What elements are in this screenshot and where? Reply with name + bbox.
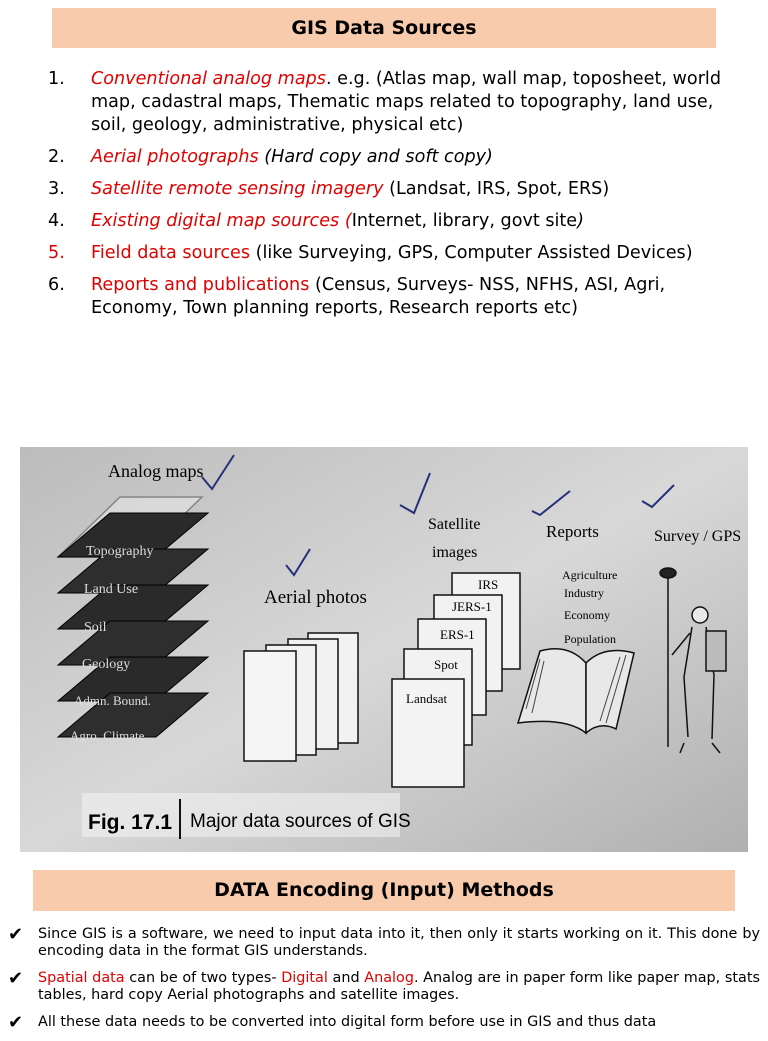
paren-open: ( bbox=[344, 211, 352, 231]
text-run: Since GIS is a software, we need to input data into it, then only it starts working on it. This done by encoding data in the format GIS understands. bbox=[38, 926, 760, 959]
text-run: All these data needs to be converted into digital form before use in GIS and thus data bbox=[38, 1014, 657, 1030]
satellite-title-line2: images bbox=[432, 544, 478, 561]
source-text: (Landsat, IRS, Spot, ERS) bbox=[383, 179, 610, 199]
method-text bbox=[38, 970, 760, 1004]
list-item bbox=[8, 926, 760, 960]
method-text bbox=[38, 926, 760, 960]
satellite-label: Landsat bbox=[406, 691, 448, 706]
gis-data-sources-figure bbox=[20, 447, 748, 852]
text-run: Spatial data bbox=[38, 970, 125, 986]
satellite-label: Spot bbox=[434, 657, 458, 672]
report-item: Agriculture bbox=[562, 568, 618, 582]
list-item bbox=[48, 274, 748, 320]
survey-title: Survey / GPS bbox=[654, 528, 742, 545]
satellite-label: JERS-1 bbox=[452, 599, 492, 614]
list-number: 4. bbox=[48, 211, 65, 231]
list-item bbox=[48, 68, 748, 137]
section-title-data-encoding: DATA Encoding (Input) Methods bbox=[33, 870, 735, 911]
satellite-label: ERS-1 bbox=[440, 627, 475, 642]
analog-layer-label: Admn. Bound. bbox=[74, 693, 151, 708]
text-run: Digital bbox=[281, 970, 328, 986]
text-run: Analog bbox=[364, 970, 414, 986]
list-item bbox=[48, 242, 748, 265]
list-item bbox=[48, 146, 748, 169]
source-highlight: Aerial photographs bbox=[91, 147, 259, 167]
paren-close: ) bbox=[577, 211, 585, 231]
text-run: . Analog are in paper form like paper map, stats tables, hard copy Aerial photographs and satellite images. bbox=[38, 970, 760, 1003]
report-item: Economy bbox=[564, 608, 610, 622]
report-item: Population bbox=[564, 632, 617, 646]
method-text bbox=[38, 1014, 760, 1031]
analog-layer-label: Agro. Climate bbox=[70, 728, 145, 743]
section-title-gis-data-sources: GIS Data Sources bbox=[52, 8, 716, 48]
source-highlight: Existing digital map sources bbox=[91, 211, 345, 231]
analog-layer-label: Land Use bbox=[84, 582, 139, 597]
list-item bbox=[8, 1014, 760, 1031]
source-text: (like Surveying, GPS, Computer Assisted Devices) bbox=[250, 243, 693, 263]
list-item bbox=[8, 970, 760, 1004]
source-highlight: Satellite remote sensing imagery bbox=[91, 179, 384, 199]
figure-number: Fig. 17.1 bbox=[88, 811, 173, 834]
figure-caption: Major data sources of GIS bbox=[190, 811, 411, 832]
analog-layer-label: Soil bbox=[84, 620, 107, 635]
satellite-label: IRS bbox=[478, 577, 499, 592]
source-highlight: Conventional analog maps bbox=[91, 69, 326, 89]
reports-title: Reports bbox=[546, 522, 599, 541]
satellite-title-line1: Satellite bbox=[428, 516, 481, 533]
source-highlight: Field data sources bbox=[91, 243, 251, 263]
report-item: Industry bbox=[564, 586, 604, 600]
source-text: (Hard copy and soft copy) bbox=[258, 147, 493, 167]
checkmark-icon: ✔ bbox=[8, 1012, 24, 1033]
checkmark-icon: ✔ bbox=[8, 968, 24, 989]
source-text: (Census, Surveys- NSS, NFHS, ASI, Agri, Economy, Town planning reports, Research reports etc) bbox=[91, 275, 666, 318]
list-item bbox=[48, 178, 748, 201]
analog-layer-label: Topography bbox=[86, 544, 154, 559]
source-highlight: Reports and publications bbox=[91, 275, 310, 295]
list-item bbox=[48, 210, 748, 233]
list-number: 1. bbox=[48, 69, 65, 89]
list-number: 3. bbox=[48, 179, 65, 199]
source-text: Internet, library, govt site bbox=[351, 211, 578, 231]
list-number: 5. bbox=[48, 243, 65, 263]
checkmark-icon: ✔ bbox=[8, 924, 24, 945]
analog-maps-title: Analog maps bbox=[108, 461, 204, 481]
aerial-photos-title: Aerial photos bbox=[264, 587, 367, 608]
aerial-photo-stack bbox=[244, 633, 358, 761]
text-run: and bbox=[327, 970, 365, 986]
text-run: can be of two types- bbox=[124, 970, 282, 986]
source-text: . e.g. (Atlas map, wall map, toposheet, world map, cadastral maps, Thematic maps related to topography, land use, soil, geology, administrative, physical etc) bbox=[91, 69, 721, 135]
list-number: 6. bbox=[48, 275, 65, 295]
analog-layer-label: Geology bbox=[82, 657, 131, 672]
list-number: 2. bbox=[48, 147, 65, 167]
data-sources-list bbox=[48, 68, 748, 329]
